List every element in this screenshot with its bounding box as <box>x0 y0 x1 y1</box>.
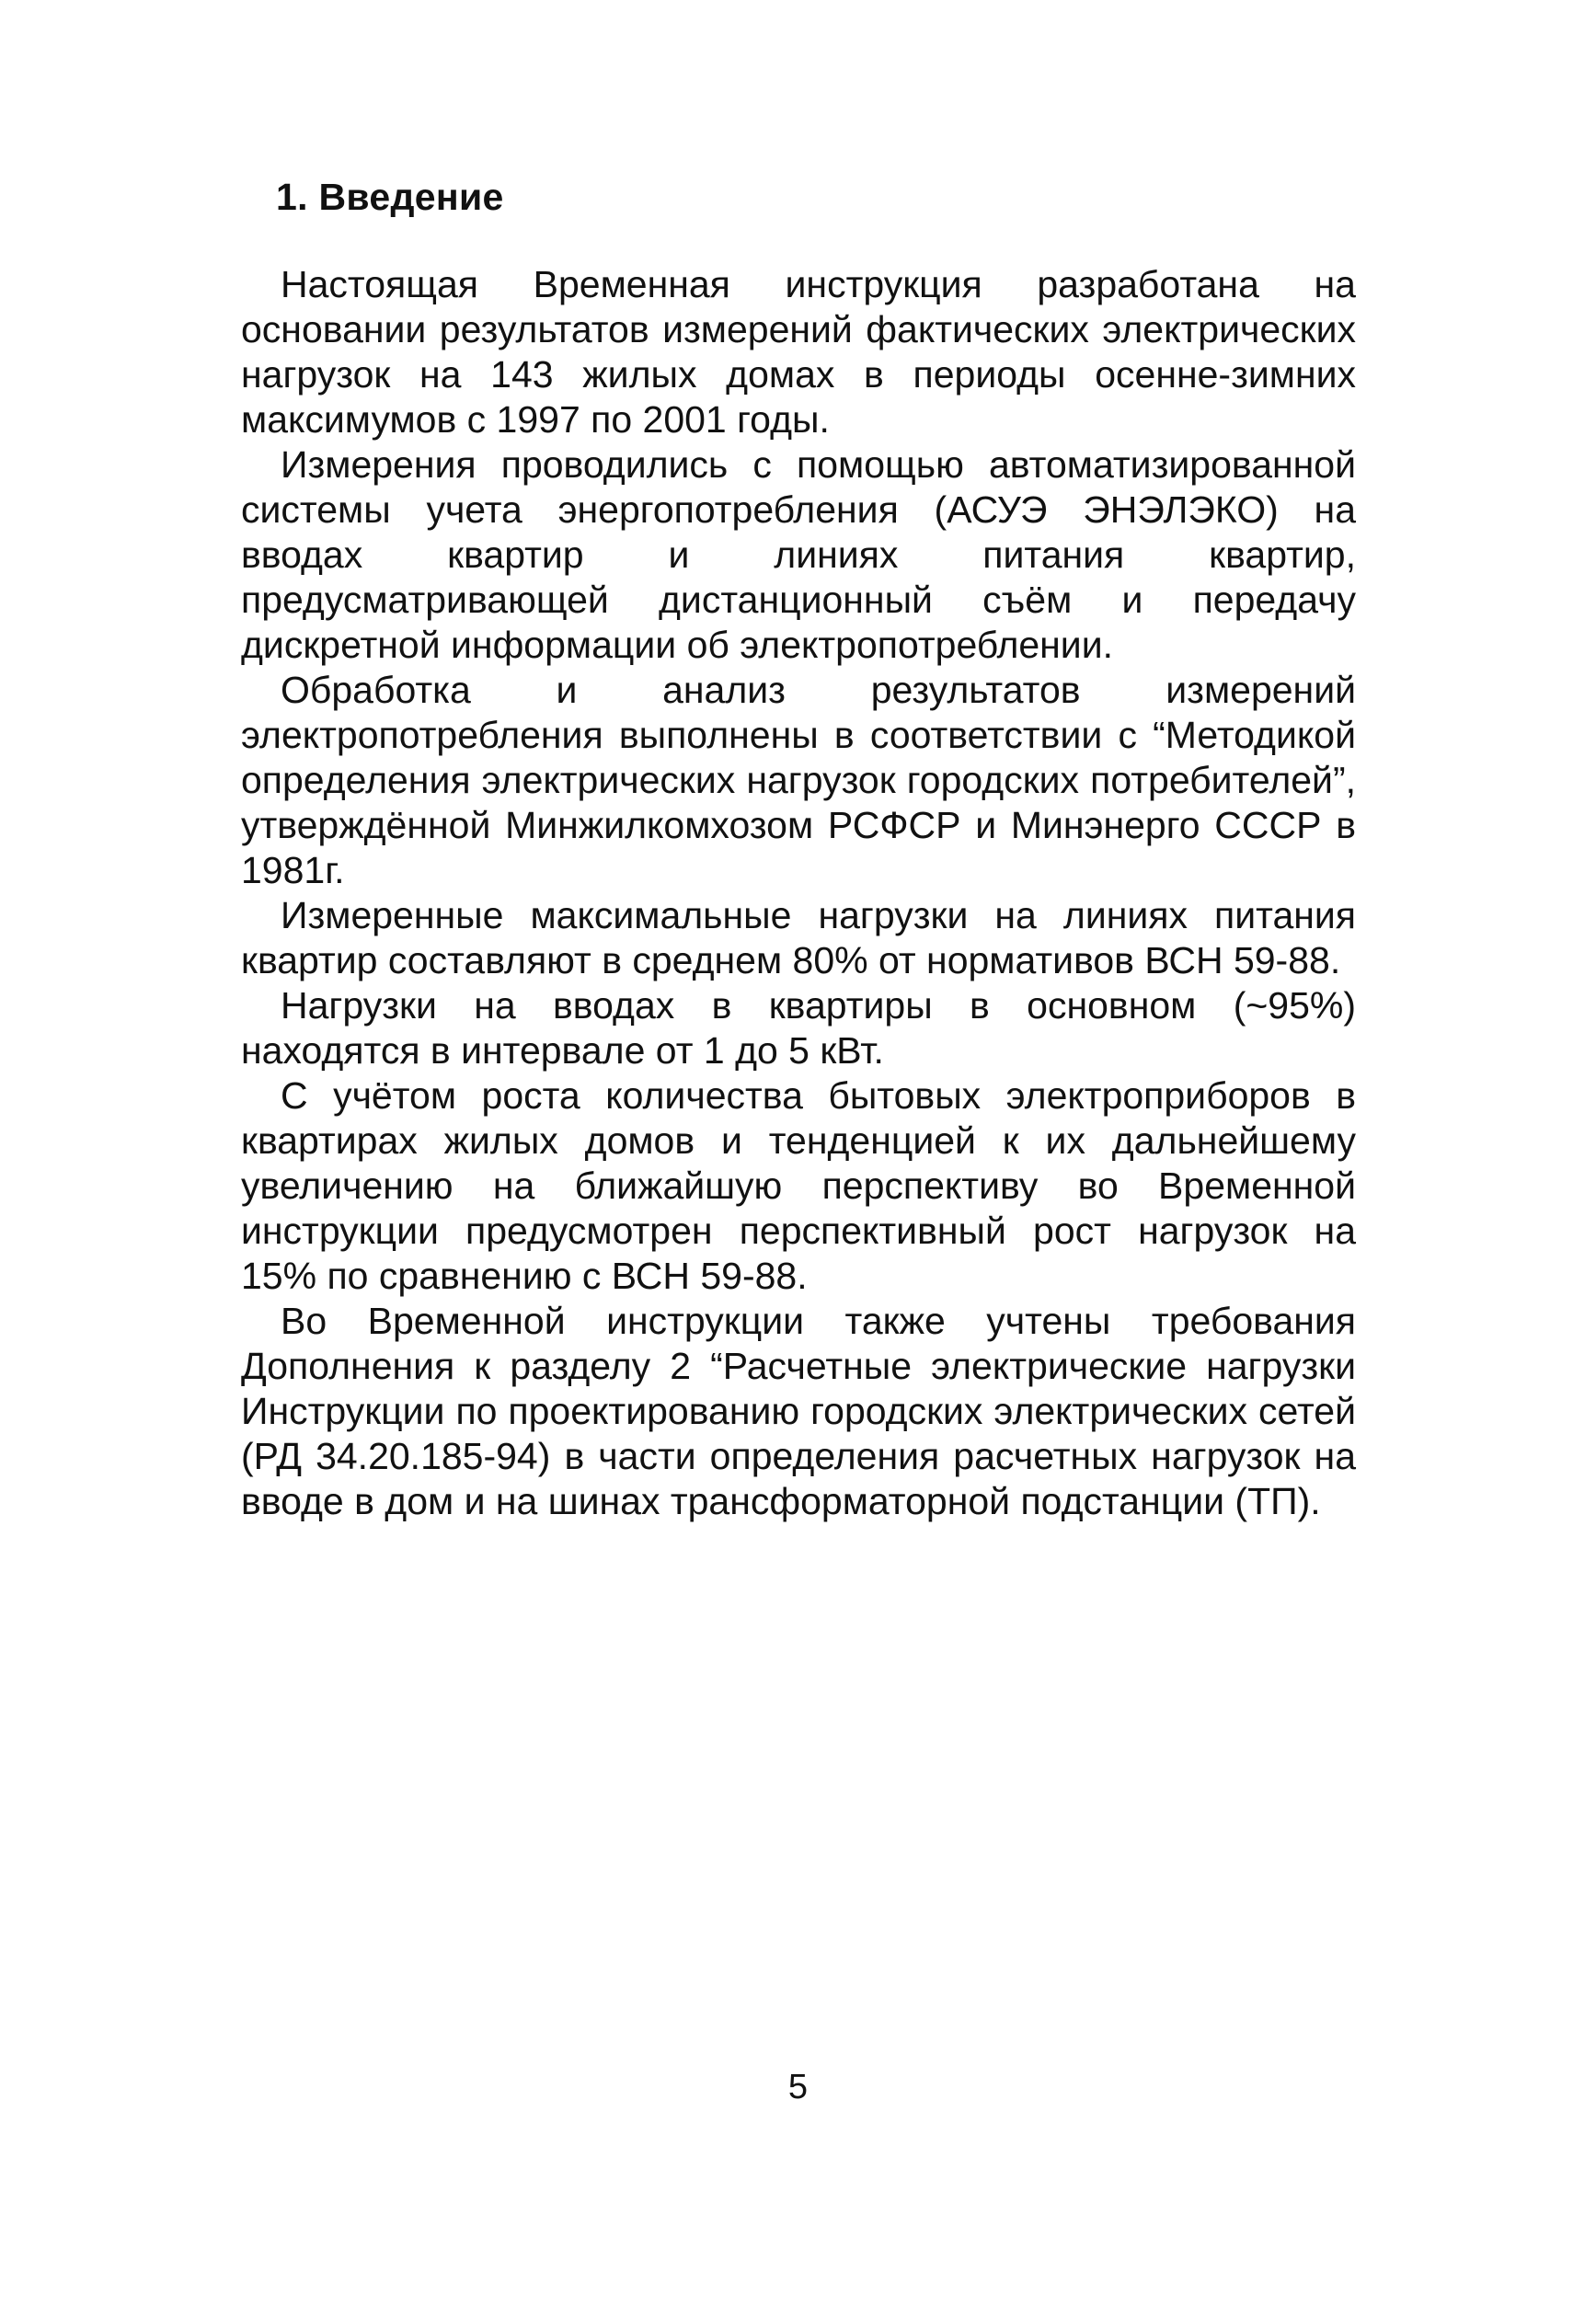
page-number: 5 <box>787 2068 809 2106</box>
section-heading: 1. Введение <box>276 176 504 218</box>
paragraph-requirements: Во Временной инструкции также учтены требования Дополнения к разделу 2 “Расчетные электрические нагрузки Инструкции по проектированию городских электрических сетей (РД 34.20.185-94) в части определения расчетных нагрузок на вводе в дом и на шинах трансформаторной подстанции (ТП). <box>241 1300 1356 1522</box>
paragraph-max-loads: Измеренные максимальные нагрузки на линиях питания квартир составляют в среднем 80% от нормативов ВСН 59-88. <box>241 894 1356 981</box>
body-text <box>241 262 1356 1524</box>
paragraph-input-loads: Нагрузки на вводах в квартиры в основном (~95%) находятся в интервале от 1 до 5 кВт. <box>241 984 1356 1072</box>
paragraph-basis: Настоящая Временная инструкция разработана на основании результатов измерений фактических электрических нагрузок на 143 жилых домах в периоды осенне-зимних максимумов с 1997 по 2001 годы. <box>241 263 1356 441</box>
paragraph-load-growth: С учётом роста количества бытовых электроприборов в квартирах жилых домов и тенденцией к их дальнейшему увеличению на ближайшую перспективу во Временной инструкции предусмотрен перспективный рост нагрузок на 15% по сравнению с ВСН 59-88. <box>241 1074 1356 1297</box>
paragraph-analysis: Обработка и анализ результатов измерений электропотребления выполнены в соответствии с “Методикой определения электрических нагрузок городских потребителей”, утверждённой Минжилкомхозом РСФСР и Минэнерго СССР в 1981г. <box>241 669 1356 891</box>
paragraph-measurements: Измерения проводились с помощью автоматизированной системы учета энергопотребления (АСУЭ ЭНЭЛЭКО) на вводах квартир и линиях питания квартир, предусматривающей дистанционный съём и передачу дискретной информации об электропотреблении. <box>241 443 1356 666</box>
